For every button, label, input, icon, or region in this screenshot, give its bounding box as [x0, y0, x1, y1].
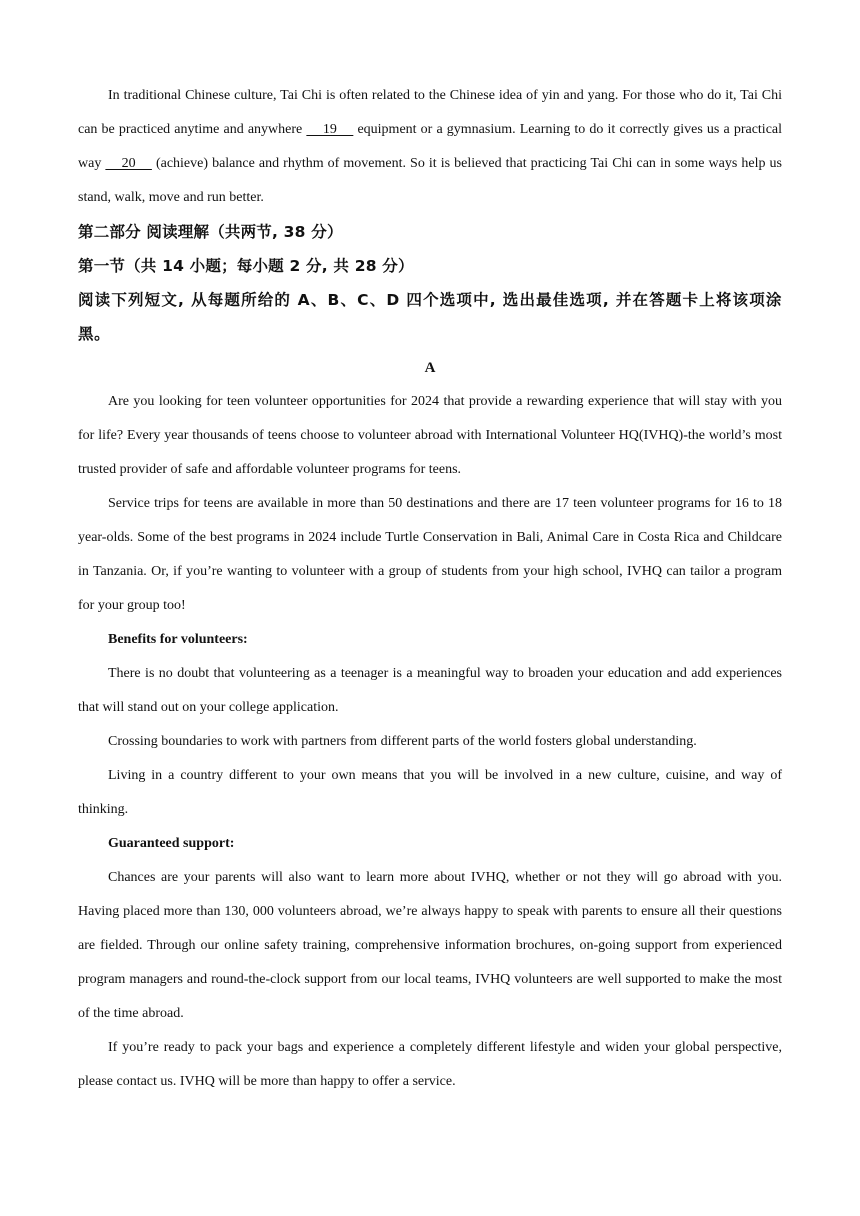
text-after-blank-20: (achieve) balance and rhythm of movement. So it is believed that practicing Tai Chi can in some ways help us stand, walk, move and run better. [78, 156, 782, 205]
text-after-blank-19: equipment or a gymnasium. Learning to do it correctly gives us a practical way [78, 122, 783, 171]
blank-19: 19 [306, 122, 354, 137]
benefits-heading: Benefits for volunteers: [108, 632, 248, 647]
document-page [78, 79, 782, 1099]
support-paragraph: Chances are your parents will also want to learn more about IVHQ, whether or not they will go abroad with you. Having placed more than 130, 000 volunteers abroad, we’re always happy to speak with parents to ensure all their questions are fielded. Through our online safety training, comprehensive information brochures, on-going support from experienced program managers and round-the-clock support from our local teams, IVHQ volunteers are well supported to make the most of the time abroad. [78, 870, 782, 1021]
tai-chi-paragraph [78, 79, 782, 215]
part-two-title: 第二部分 阅读理解（共两节, 38 分） [78, 223, 343, 241]
article-paragraph-programs: Service trips for teens are available in more than 50 destinations and there are 17 teen volunteer programs for 16 to 18 year-olds. Some of the best programs in 2024 include Turtle Conservation in Bali, Animal Care in Costa Rica and Childcare in Tanzania. Or, if you’re wanting to volunteer with a group of students from your high school, IVHQ can tailor a program for your group too! [78, 496, 782, 613]
benefit-paragraph-understanding: Crossing boundaries to work with partners from different parts of the world fosters global understanding. [108, 734, 697, 749]
section-one-title: 第一节（共 14 小题；每小题 2 分, 共 28 分） [78, 257, 414, 275]
benefit-paragraph-culture: Living in a country different to your own means that you will be involved in a new culture, cuisine, and way of thinking. [78, 768, 782, 817]
benefit-paragraph-education: There is no doubt that volunteering as a teenager is a meaningful way to broaden your education and add experiences that will stand out on your college application. [78, 666, 782, 715]
support-heading: Guaranteed support: [108, 836, 235, 851]
text-before-blank-19: In traditional Chinese culture, Tai Chi is often related to the Chinese idea of yin and yang. For those who do it, Tai Chi can be practiced anytime and anywhere [78, 88, 782, 137]
article-letter: A [424, 360, 436, 376]
article-paragraph-intro: Are you looking for teen volunteer opportunities for 2024 that provide a rewarding experience that will stay with you for life? Every year thousands of teens choose to volunteer abroad with International Volunteer HQ(IVHQ)-the world’s most trusted provider of safe and affordable volunteer programs for teens. [78, 394, 782, 477]
reading-instruction: 阅读下列短文, 从每题所给的 A、B、C、D 四个选项中, 选出最佳选项, 并在答题卡上将该项涂黑。 [78, 291, 782, 343]
closing-paragraph: If you’re ready to pack your bags and experience a completely different lifestyle and widen your global perspective, please contact us. IVHQ will be more than happy to offer a service. [78, 1040, 782, 1089]
blank-20: 20 [105, 156, 152, 171]
